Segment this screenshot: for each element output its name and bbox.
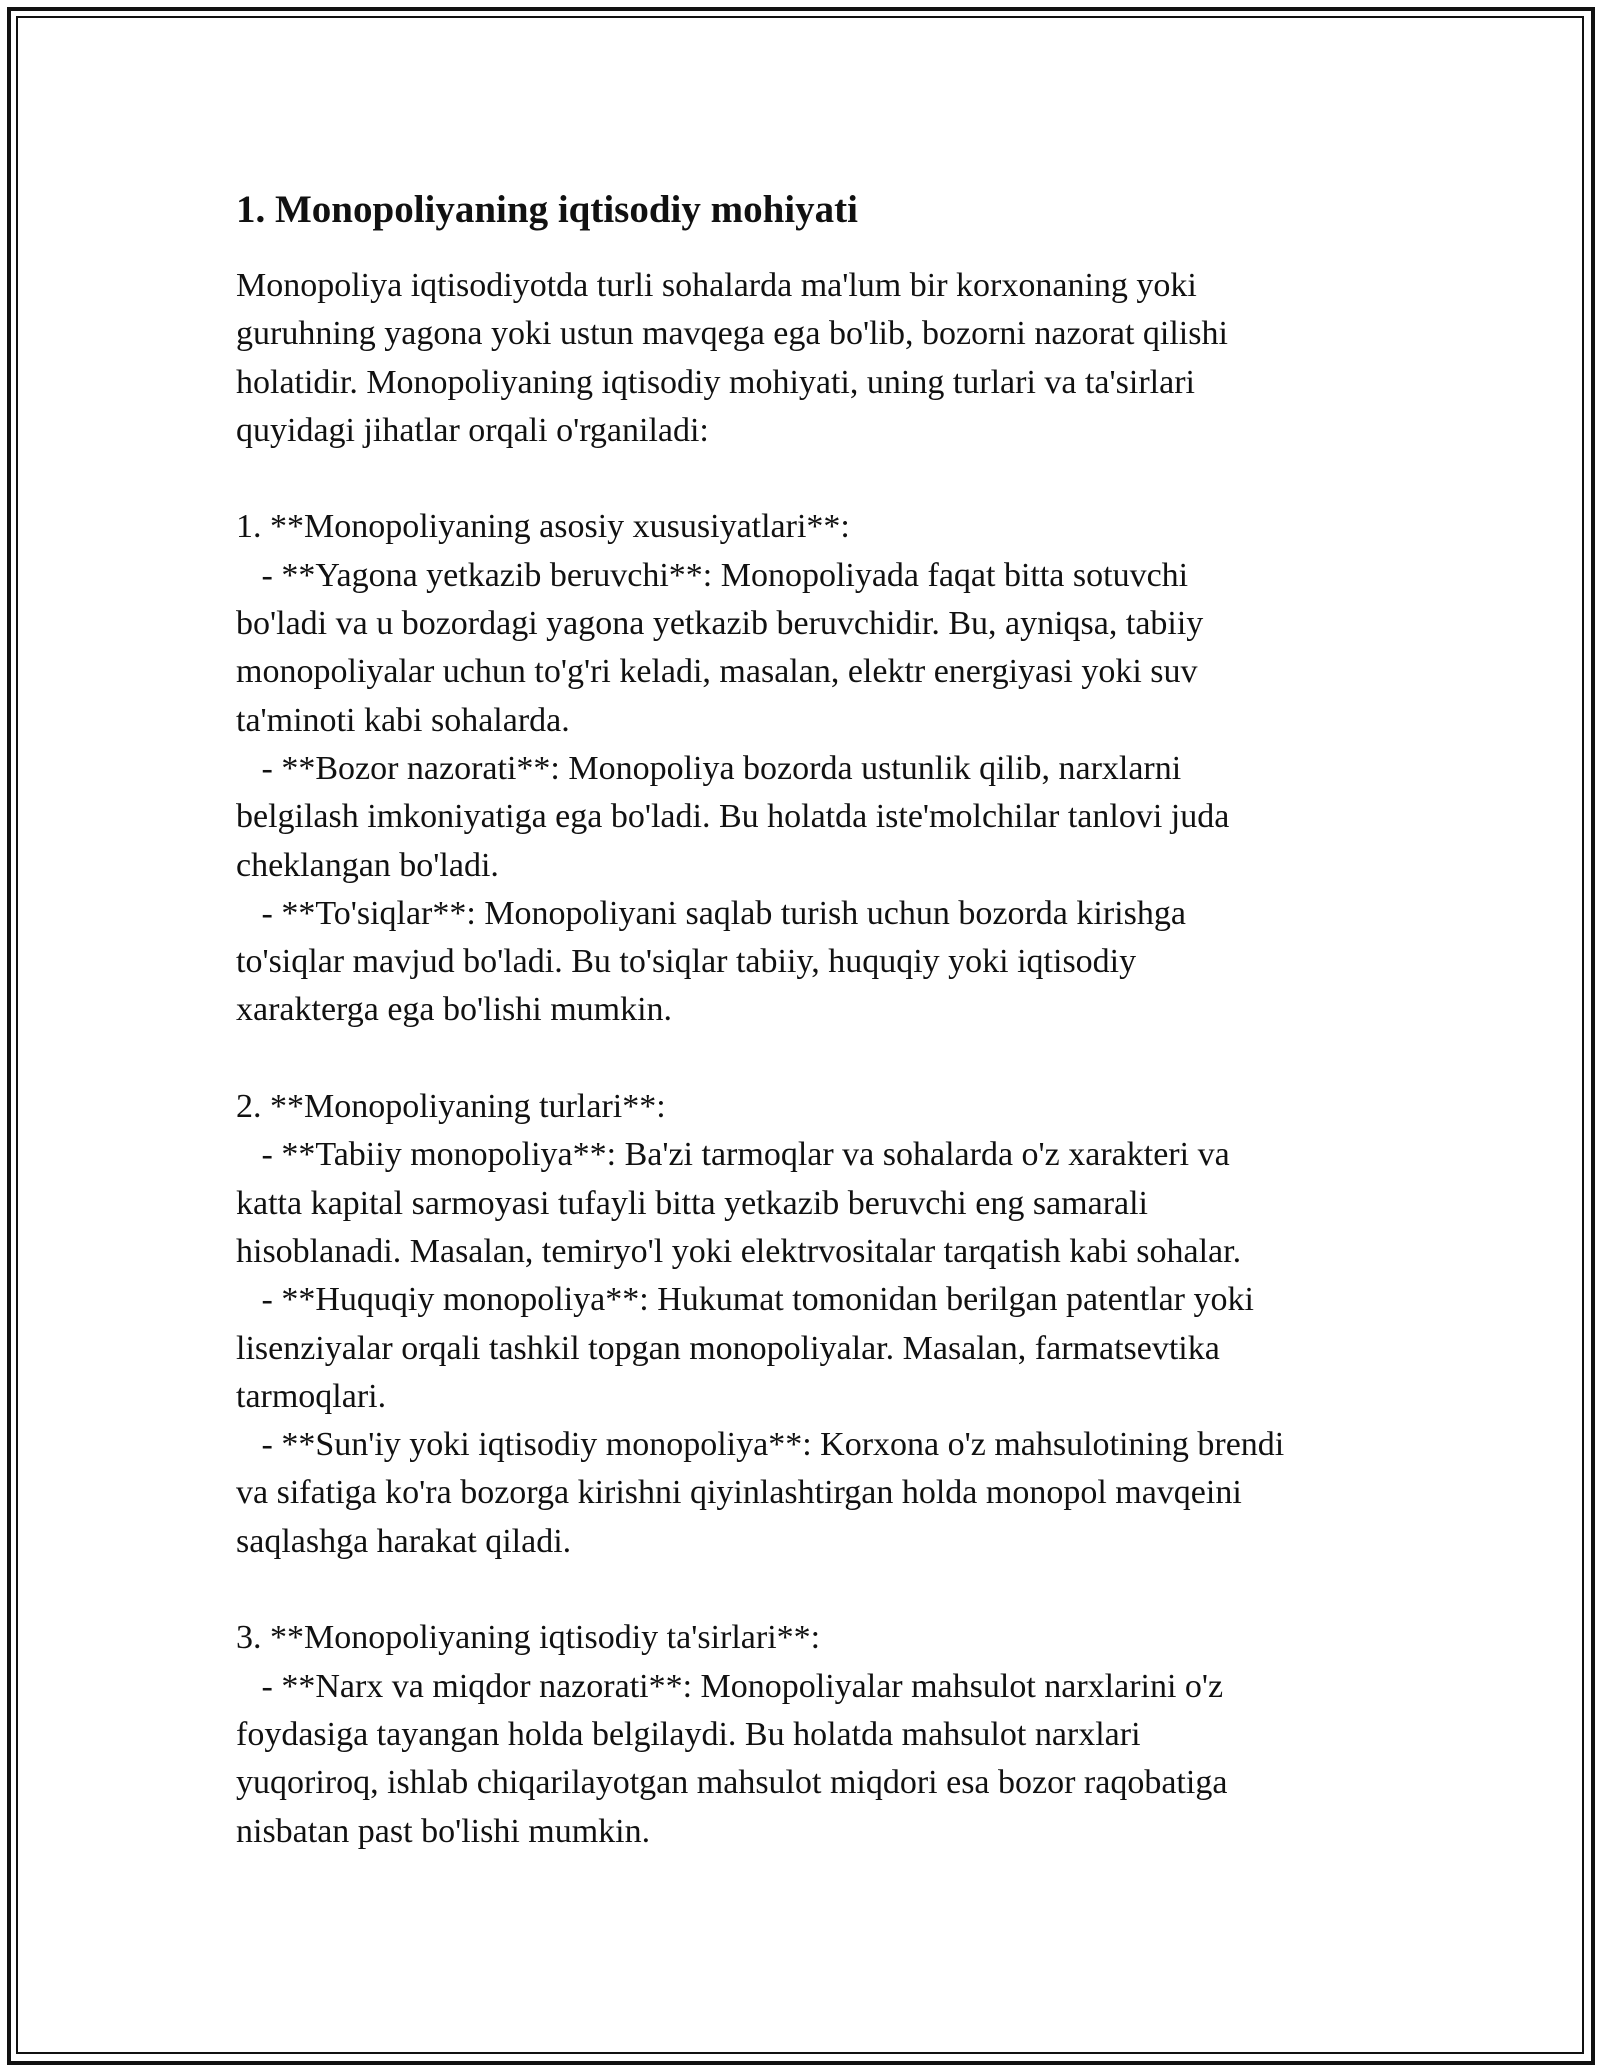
text-line: - **Sun'iy yoki iqtisodiy monopoliya**: Korxona o'z mahsulotining brendi (236, 1426, 1285, 1464)
text-line: - **Narx va miqdor nazorati**: Monopoliyalar mahsulot narxlarini o'z (236, 1667, 1224, 1705)
text-line: - **Tabiiy monopoliya**: Ba'zi tarmoqlar va sohalarda o'z xarakteri va (236, 1136, 1230, 1174)
text-line: to'siqlar mavjud bo'ladi. Bu to'siqlar tabiiy, huquqiy yoki iqtisodiy (236, 943, 1137, 981)
text-line: - **Yagona yetkazib beruvchi**: Monopoliyada faqat bitta sotuvchi (236, 556, 1189, 594)
blank-line (236, 455, 1396, 503)
text-line: nisbatan past bo'lishi mumkin. (236, 1812, 651, 1850)
text-line: foydasiga tayangan holda belgilaydi. Bu holatda mahsulot narxlari (236, 1715, 1141, 1753)
blank-line (236, 1566, 1396, 1614)
text-line: tarmoqlari. (236, 1377, 387, 1415)
document-body (236, 186, 1396, 1856)
document-title: 1. Monopoliyaning iqtisodiy mohiyati (236, 188, 858, 231)
text-line: belgilash imkoniyatiga ega bo'ladi. Bu holatda iste'molchilar tanlovi juda (236, 798, 1230, 836)
text-line: 3. **Monopoliyaning iqtisodiy ta'sirlari**: (236, 1619, 821, 1657)
text-line: cheklangan bo'ladi. (236, 846, 499, 884)
text-line: bo'ladi va u bozordagi yagona yetkazib beruvchidir. Bu, ayniqsa, tabiiy (236, 605, 1204, 643)
text-line: yuqoriroq, ishlab chiqarilayotgan mahsulot miqdori esa bozor raqobatiga (236, 1764, 1228, 1802)
text-line: holatidir. Monopoliyaning iqtisodiy mohiyati, uning turlari va ta'sirlari (236, 363, 1195, 401)
blank-line (236, 1035, 1396, 1083)
text-line: quyidagi jihatlar orqali o'rganiladi: (236, 411, 709, 449)
text-line: - **Bozor nazorati**: Monopoliya bozorda ustunlik qilib, narxlarni (236, 749, 1182, 787)
text-line: - **To'siqlar**: Monopoliyani saqlab turish uchun bozorda kirishga (236, 894, 1186, 932)
text-line: monopoliyalar uchun to'g'ri keladi, masalan, elektr energiyasi yoki suv (236, 653, 1198, 691)
text-line: ta'minoti kabi sohalarda. (236, 701, 570, 739)
text-line: Monopoliya iqtisodiyotda turli sohalarda ma'lum bir korxonaning yoki (236, 267, 1197, 304)
text-line: hisoblanadi. Masalan, temiryo'l yoki elektrvositalar tarqatish kabi sohalar. (236, 1232, 1242, 1270)
text-line: katta kapital sarmoyasi tufayli bitta yetkazib beruvchi eng samarali (236, 1184, 1149, 1222)
document-text (236, 262, 1396, 1856)
text-line: xarakterga ega bo'lishi mumkin. (236, 991, 673, 1029)
text-line: lisenziyalar orqali tashkil topgan monopoliyalar. Masalan, farmatsevtika (236, 1329, 1220, 1367)
text-line: saqlashga harakat qiladi. (236, 1522, 572, 1560)
text-line: 2. **Monopoliyaning turlari**: (236, 1088, 666, 1126)
text-line: guruhning yagona yoki ustun mavqega ega bo'lib, bozorni nazorat qilishi (236, 315, 1228, 353)
text-line: 1. **Monopoliyaning asosiy xususiyatlari**: (236, 508, 850, 546)
text-line: va sifatiga ko'ra bozorga kirishni qiyinlashtirgan holda monopol mavqeini (236, 1474, 1242, 1512)
text-line: - **Huquqiy monopoliya**: Hukumat tomonidan berilgan patentlar yoki (236, 1281, 1254, 1319)
